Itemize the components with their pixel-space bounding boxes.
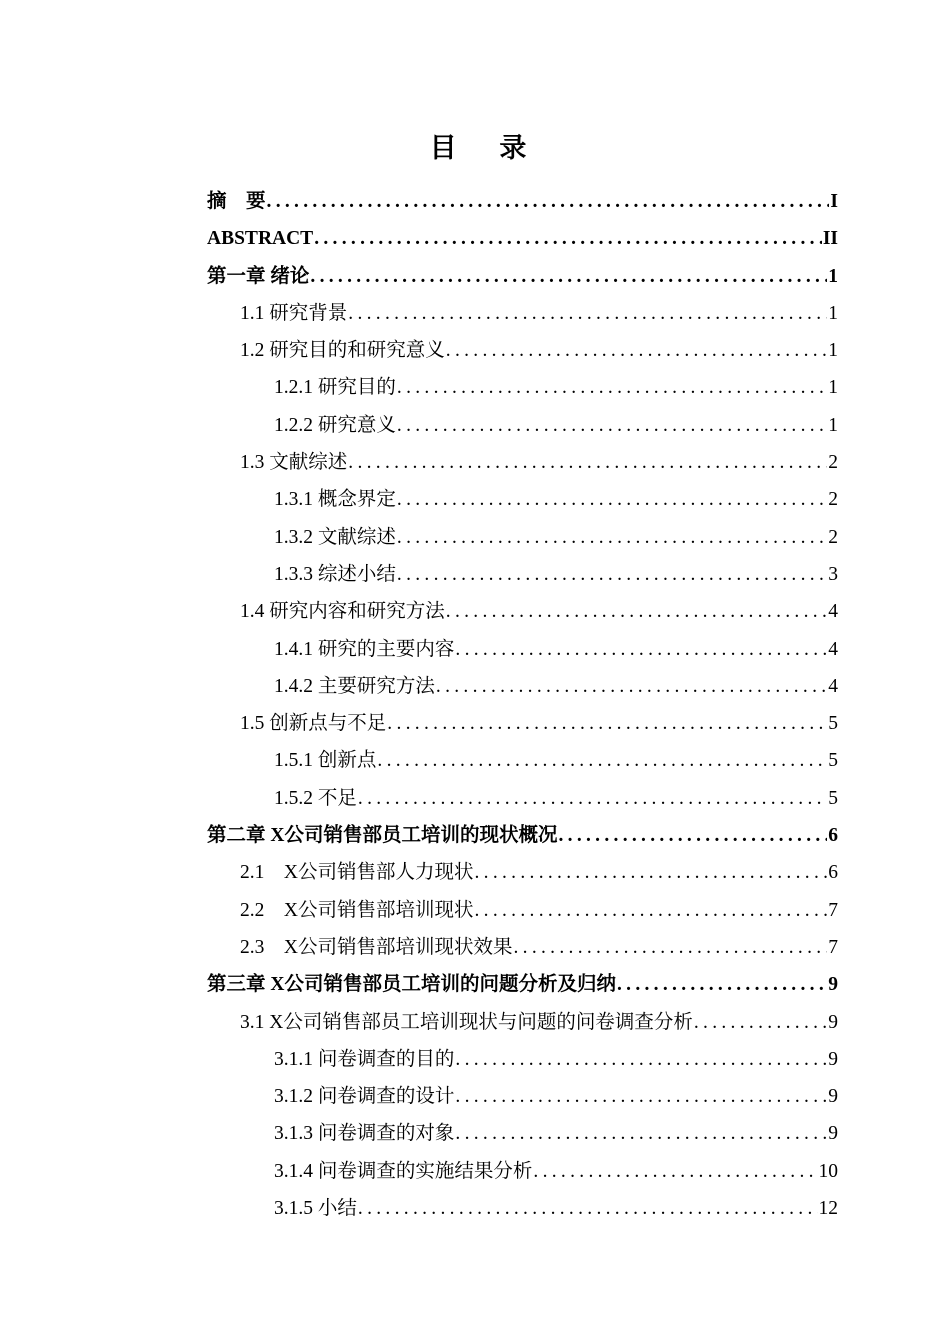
toc-entry-page-number: 10	[818, 1160, 838, 1182]
toc-entry-title: 1.3.3 综述小结	[274, 563, 396, 585]
toc-entry-page-number: 1	[828, 414, 838, 436]
toc-entry-page-number: 9	[828, 974, 838, 996]
toc-dot-leader	[348, 295, 827, 332]
toc-entry-page-number: 4	[828, 675, 838, 697]
toc-dot-leader	[358, 780, 827, 817]
toc-entry-title: 1.3.1 概念界定	[274, 489, 396, 511]
toc-entry-title: ABSTRACT	[207, 228, 314, 250]
toc-entry-title: 1.3 文献综述	[240, 452, 348, 474]
toc-entry-title: 3.1.2 问卷调查的设计	[274, 1086, 455, 1108]
toc-entry[interactable]	[207, 1004, 838, 1041]
toc-entry-title: 1.5.2 不足	[274, 787, 357, 809]
toc-entry[interactable]	[207, 631, 838, 668]
toc-entry-title: 1.2.2 研究意义	[274, 414, 396, 436]
toc-entry-title: 1.2 研究目的和研究意义	[240, 340, 445, 362]
toc-entry-page-number: 5	[828, 713, 838, 735]
toc-entry[interactable]	[207, 705, 838, 742]
toc-entry-page-number: 5	[828, 787, 838, 809]
toc-entry-page-number: 2	[828, 452, 838, 474]
toc-entry[interactable]	[207, 1078, 838, 1115]
toc-entry-title: 1.4 研究内容和研究方法	[240, 601, 445, 623]
toc-entry[interactable]	[207, 369, 838, 406]
toc-entry[interactable]	[207, 183, 838, 220]
toc-entry[interactable]	[207, 780, 838, 817]
toc-dot-leader	[397, 407, 827, 444]
toc-entry[interactable]	[207, 481, 838, 518]
toc-entry[interactable]	[207, 220, 838, 257]
toc-entry-page-number: 12	[818, 1198, 838, 1220]
toc-dot-leader	[455, 631, 827, 668]
toc-dot-leader	[455, 1115, 827, 1152]
toc-title: 目 录	[429, 133, 545, 163]
toc-entry-title: 第二章 X公司销售部员工培训的现状概况	[207, 825, 558, 847]
toc-entry-page-number: 6	[828, 825, 838, 847]
toc-entry-title: 1.2.1 研究目的	[274, 377, 396, 399]
toc-entry-title: 1.4.1 研究的主要内容	[274, 638, 455, 660]
toc-dot-leader	[455, 1078, 827, 1115]
toc-entry[interactable]	[207, 519, 838, 556]
toc-entry-page-number: I	[830, 191, 838, 212]
toc-entry-page-number: 9	[828, 1011, 838, 1033]
toc-entry-page-number: 1	[828, 302, 838, 324]
toc-entry-title: 2.3 X公司销售部培训现状效果	[240, 936, 513, 958]
toc-entry[interactable]	[207, 1115, 838, 1152]
toc-entry[interactable]	[207, 1041, 838, 1078]
toc-dot-leader	[558, 817, 827, 854]
toc-dot-leader	[267, 183, 830, 220]
toc-entry-page-number: 3	[828, 563, 838, 585]
toc-entry[interactable]	[207, 817, 838, 854]
toc-entry-title: 1.5.1 创新点	[274, 750, 377, 772]
toc-dot-leader	[397, 556, 827, 593]
toc-dot-leader	[377, 742, 827, 779]
toc-entry[interactable]	[207, 892, 838, 929]
toc-dot-leader	[446, 332, 827, 369]
toc-entry-page-number: 1	[828, 265, 838, 287]
toc-entry-title: 1.1 研究背景	[240, 302, 348, 324]
toc-dot-leader	[358, 1190, 818, 1227]
toc-entry-page-number: 9	[828, 1048, 838, 1070]
toc-dot-leader	[397, 519, 827, 556]
toc-entry[interactable]	[207, 668, 838, 705]
toc-entry-title: 2.1 X公司销售部人力现状	[240, 862, 474, 884]
toc-dot-leader	[387, 705, 827, 742]
toc-entry[interactable]	[207, 258, 838, 295]
toc-dot-leader	[348, 444, 827, 481]
toc-dot-leader	[310, 258, 827, 295]
toc-entry-page-number: 2	[828, 526, 838, 548]
toc-entry-page-number: 2	[828, 489, 838, 511]
toc-dot-leader	[397, 481, 827, 518]
toc-entry-page-number: 4	[828, 638, 838, 660]
toc-dot-leader	[455, 1041, 827, 1078]
toc-entry-page-number: 9	[828, 1086, 838, 1108]
toc-entry-title: 摘 要	[207, 191, 266, 212]
toc-entry[interactable]	[207, 854, 838, 891]
toc-entry[interactable]	[207, 295, 838, 332]
toc-dot-leader	[694, 1004, 827, 1041]
toc-list	[207, 183, 838, 1227]
toc-entry-page-number: 1	[828, 377, 838, 399]
toc-dot-leader	[436, 668, 827, 705]
toc-entry-title: 3.1 X公司销售部员工培训现状与问题的问卷调查分析	[240, 1011, 693, 1033]
toc-entry[interactable]	[207, 929, 838, 966]
toc-entry-page-number: 1	[828, 340, 838, 362]
toc-entry[interactable]	[207, 593, 838, 630]
toc-entry-title: 1.5 创新点与不足	[240, 713, 387, 735]
toc-entry-page-number: 7	[828, 899, 838, 921]
toc-entry[interactable]	[207, 407, 838, 444]
toc-entry-page-number: 9	[828, 1123, 838, 1145]
toc-entry[interactable]	[207, 444, 838, 481]
toc-dot-leader	[446, 593, 827, 630]
toc-entry[interactable]	[207, 1190, 838, 1227]
toc-entry-title: 3.1.1 问卷调查的目的	[274, 1048, 455, 1070]
toc-entry-page-number: II	[822, 228, 838, 250]
toc-entry[interactable]	[207, 966, 838, 1003]
toc-entry-page-number: 6	[828, 862, 838, 884]
toc-entry-page-number: 5	[828, 750, 838, 772]
toc-entry[interactable]	[207, 1153, 838, 1190]
toc-dot-leader	[474, 892, 827, 929]
toc-entry[interactable]	[207, 556, 838, 593]
toc-dot-leader	[533, 1153, 817, 1190]
toc-entry-title: 3.1.3 问卷调查的对象	[274, 1123, 455, 1145]
toc-entry-title: 2.2 X公司销售部培训现状	[240, 899, 474, 921]
toc-dot-leader	[314, 220, 822, 257]
toc-entry-title: 第一章 绪论	[207, 265, 310, 287]
toc-entry[interactable]	[207, 742, 838, 779]
toc-dot-leader	[474, 854, 827, 891]
toc-entry-title: 1.4.2 主要研究方法	[274, 675, 435, 697]
toc-entry-title: 1.3.2 文献综述	[274, 526, 396, 548]
toc-entry-page-number: 7	[828, 936, 838, 958]
toc-entry-title: 3.1.5 小结	[274, 1198, 357, 1220]
toc-entry-page-number: 4	[828, 601, 838, 623]
toc-dot-leader	[513, 929, 827, 966]
toc-entry-title: 3.1.4 问卷调查的实施结果分析	[274, 1160, 533, 1182]
toc-dot-leader	[397, 369, 827, 406]
toc-entry-title: 第三章 X公司销售部员工培训的问题分析及归纳	[207, 974, 616, 996]
toc-dot-leader	[617, 966, 827, 1003]
toc-entry[interactable]	[207, 332, 838, 369]
